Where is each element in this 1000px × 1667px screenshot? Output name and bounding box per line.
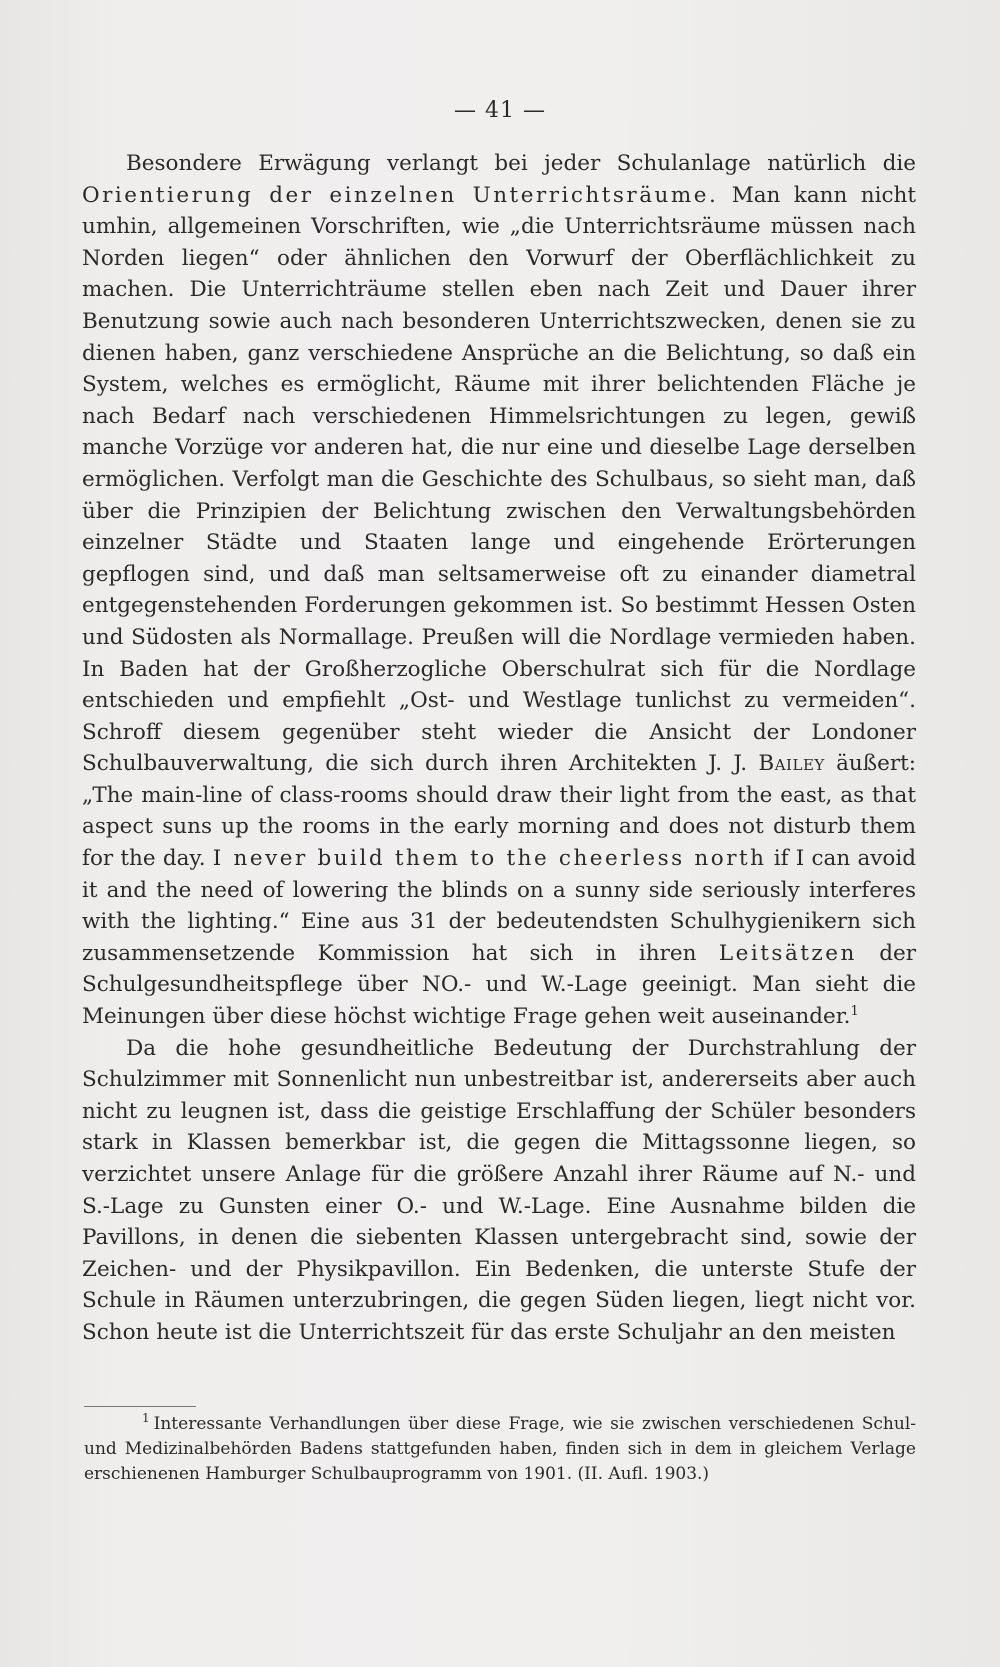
paragraph-sunlight: Da die hohe gesundheitliche Bedeutung der Durchstrahlung der Schulzimmer mit Sonnenlicht nun unbestreitbar ist, andererseits aber auch nicht zu leugnen ist, dass die geistige Erschlaffung der Schüler besonders stark in Klassen bemerkbar ist, die gegen die Mittagssonne liegen, so verzichtet unsere Anlage für die größere Anzahl ihrer Räume auf N.- und S.-Lage zu Gunsten einer O.- und W.-Lage. Eine Ausnahme bilden die Pavillons, in denen die siebenten Klassen untergebracht sind, sowie der Zeichen- und der Physikpavillon. Ein Bedenken, die unterste Stufe der Schule in Räumen unterzubringen, die gegen Süden liegen, liegt nicht vor. Schon heute ist die Unterrichtszeit für das erste Schuljahr an den meisten — [82, 1035, 916, 1345]
paragraph-orientation — [82, 148, 916, 1033]
paragraph-text: äußert: „The main-line of class-rooms should draw their light from the east, as that aspect suns up the rooms in the early morning and does not disturb them for the day. — [82, 751, 916, 872]
emphasized-quote: I never build them to the cheerless north — [212, 846, 767, 872]
footnote-mark: 1 — [142, 1411, 150, 1426]
footnote — [84, 1412, 916, 1487]
paragraph-text: if I can avoid it and the need of lowering the blinds on a sunny side seriously interferes with the lighting.“ Eine aus 31 der bedeutendsten Schulhygienikern sich zusammensetzende Kommission hat sich in ihren — [82, 846, 916, 966]
paragraph-text: Man kann nicht umhin, allgemeinen Vorschriften, wie „die Unterrichtsräume müssen nach Norden liegen“ oder ähnlichen den Vorwurf der Oberflächlichkeit zu machen. Die Unterrichträume stellen eben nach Zeit und Dauer ihrer Benutzung sowie auch nach besonderen Unterrichtszwecken, denen sie zu dienen haben, ganz verschiedene Ansprüche an die Belichtung, so daß ein System, welches es ermöglicht, Räume mit ihrer belichtenden Fläche je nach Bedarf nach verschiedenen Himmelsrichtungen zu legen, gewiß manche Vorzüge vor anderen hat, die nur eine und dieselbe Lage derselben ermöglichen. Verfolgt man die Geschichte des Schulbaus, so sieht man, daß über die Prinzipien der Belichtung zwischen den Verwaltungsbehörden einzelner Städte und Staaten lange und eingehende Erörterungen gepflogen sind, und daß man seltsamerweise oft zu einander diametral entgegenstehenden Forderungen gekommen ist. So bestimmt Hessen Osten und Südosten als Normallage. Preußen will die Nordlage vermieden haben. In Baden hat der Großherzogliche Oberschulrat sich für die Nordlage entschieden und empfiehlt „Ost- und Westlage tunlichst zu vermeiden“. Schroff diesem gegenüber steht wieder die Ansicht der Londoner Schulbauverwaltung, die sich durch ihren Architekten J. J. — [82, 182, 916, 777]
footnote-divider — [84, 1406, 196, 1407]
emphasized-term: Orientierung der einzelnen Unterrichtsräume. — [82, 182, 719, 208]
page-number: — 41 — — [454, 98, 546, 123]
footnote-reference[interactable]: 1 — [850, 1003, 859, 1019]
body-text — [82, 148, 916, 1349]
author-name: Bailey — [758, 751, 825, 777]
footnote-paragraph — [84, 1412, 916, 1487]
paragraph-text: der Schulgesundheitspflege über NO.- und W.-Lage geeinigt. Man sieht die Meinungen über diese höchst wichtige Frage gehen weit auseinander. — [82, 940, 916, 1030]
paragraph-text: Besondere Erwägung verlangt bei jeder Schulanlage natürlich die — [126, 151, 916, 176]
footnote-text: Interessante Verhandlungen über diese Frage, wie sie zwischen verschiedenen Schul- und Medizinalbehörden Badens stattgefunden haben, finden sich in dem in gleichem Verlage erschienenen Hamburger Schulbauprogramm von 1901. (II. Aufl. 1903.) — [84, 1414, 916, 1484]
emphasized-term: Leitsätzen — [718, 940, 857, 966]
